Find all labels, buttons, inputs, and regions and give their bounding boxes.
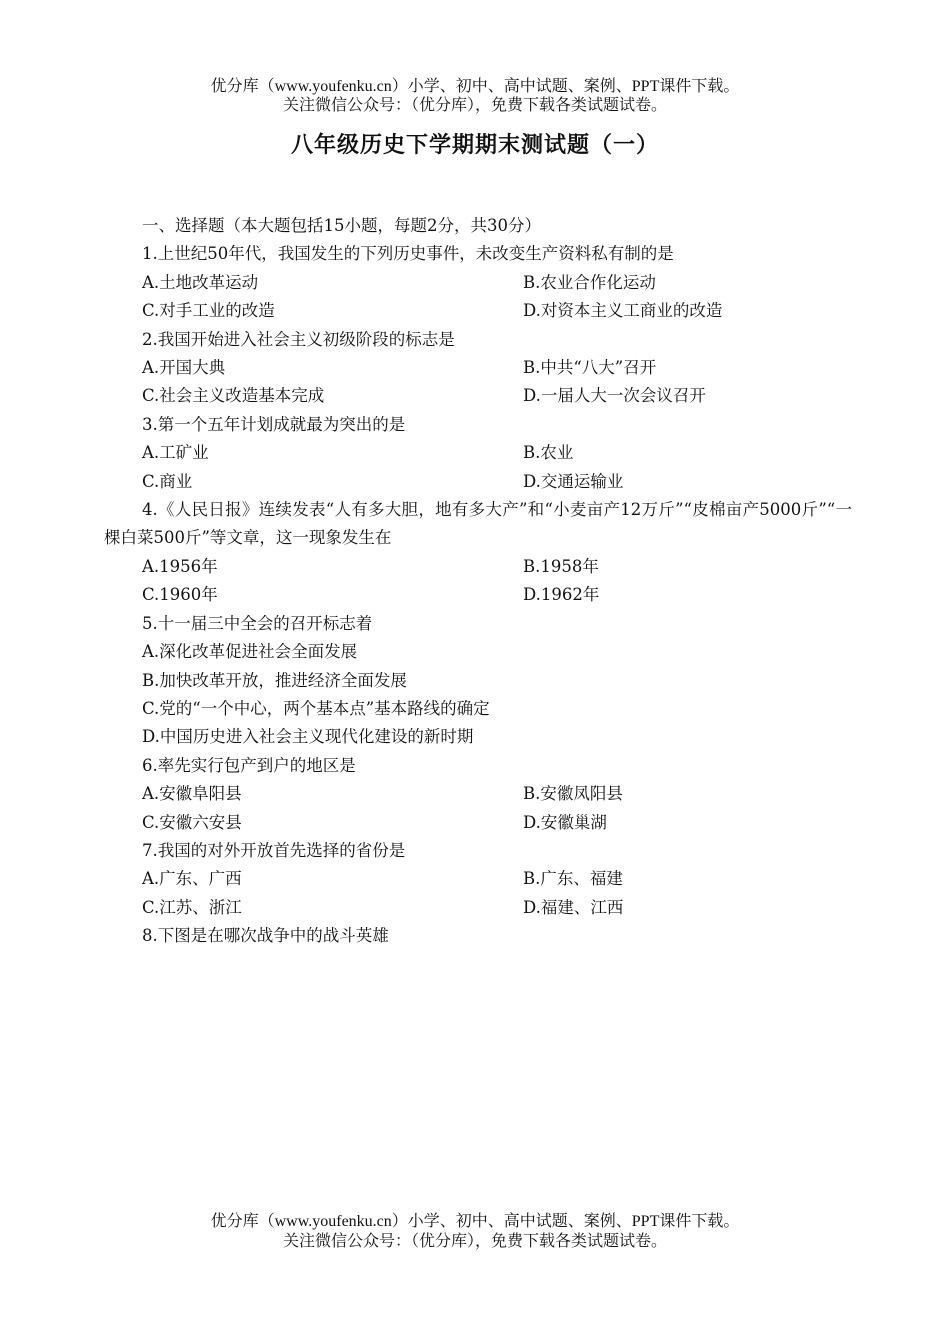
option-row (104, 780, 852, 808)
option-c: C.1960年 (142, 585, 218, 605)
option-row (104, 865, 852, 893)
section-heading: 一、选择题（本大题包括15小题，每题2分，共30分） (142, 216, 541, 235)
option-row (104, 581, 852, 609)
option-row (104, 894, 852, 922)
option-a: A.广东、广西 (142, 869, 242, 889)
option-d: D.对资本主义工商业的改造 (523, 301, 723, 321)
option-d: D.安徽巢湖 (523, 812, 607, 832)
option-row (104, 354, 852, 382)
option-c: C.对手工业的改造 (142, 301, 275, 321)
option-a: A.工矿业 (142, 443, 209, 463)
question-stem: 1.上世纪50年代，我国发生的下列历史事件，未改变生产资料私有制的是 (142, 244, 674, 264)
option-d: D.1962年 (523, 585, 600, 605)
option-d: D.交通运输业 (523, 471, 624, 491)
option-a: A.土地改革运动 (142, 272, 259, 292)
option-b: B.广东、福建 (523, 869, 623, 889)
option-a: A.深化改革促进社会全面发展 (142, 642, 358, 662)
question-list (104, 212, 852, 951)
page-title: 八年级历史下学期期末测试题（一） (290, 132, 659, 158)
option-b: B.1958年 (523, 556, 599, 576)
question-stem: 2.我国开始进入社会主义初级阶段的标志是 (142, 329, 455, 349)
option-row (104, 553, 852, 581)
option-row (104, 809, 852, 837)
footer-line-1: 优分库（www.youfenku.cn）小学、初中、高中试题、案例、PPT课件下载。 (210, 1213, 740, 1230)
option-b: B.加快改革开放，推进经济全面发展 (142, 670, 407, 690)
option-row (104, 382, 852, 410)
option-row (104, 269, 852, 297)
option-d: D.一届人大一次会议召开 (523, 386, 706, 406)
question-stem: 5.十一届三中全会的召开标志着 (142, 613, 373, 633)
question-stem: 7.我国的对外开放首先选择的省份是 (142, 840, 406, 860)
option-c: C.党的“一个中心，两个基本点”基本路线的确定 (142, 698, 490, 718)
option-c: C.江苏、浙江 (142, 897, 242, 917)
question-stem: 3.第一个五年计划成就最为突出的是 (142, 414, 406, 434)
option-row (104, 297, 852, 325)
option-a: A.开国大典 (142, 358, 226, 378)
option-b: B.中共“八大”召开 (523, 358, 657, 378)
option-a: A.安徽阜阳县 (142, 784, 242, 804)
option-c: C.安徽六安县 (142, 812, 242, 832)
option-d: D.福建、江西 (523, 897, 624, 917)
question-stem: 6.率先实行包产到户的地区是 (142, 755, 356, 775)
option-row (104, 468, 852, 496)
option-d: D.中国历史进入社会主义现代化建设的新时期 (142, 727, 474, 747)
option-c: C.社会主义改造基本完成 (142, 386, 325, 406)
question-stem: 4.《人民日报》连续发表“人有多大胆，地有多大产”和“小麦亩产12万斤”“皮棉亩产5000斤”“一棵白菜500斤”等文章，这一现象发生在 (104, 500, 852, 548)
option-c: C.商业 (142, 471, 193, 491)
option-b: B.安徽凤阳县 (523, 784, 623, 804)
option-a: A.1956年 (142, 556, 218, 576)
option-row (104, 439, 852, 467)
option-b: B.农业 (523, 443, 574, 463)
header-line-1: 优分库（www.youfenku.cn）小学、初中、高中试题、案例、PPT课件下载。 (210, 78, 740, 95)
option-b: B.农业合作化运动 (523, 272, 656, 292)
header-line-2: 关注微信公众号：（优分库），免费下载各类试题试卷。 (282, 97, 667, 114)
footer-line-2: 关注微信公众号：（优分库），免费下载各类试题试卷。 (282, 1233, 667, 1250)
question-stem: 8.下图是在哪次战争中的战斗英雄 (142, 926, 389, 946)
